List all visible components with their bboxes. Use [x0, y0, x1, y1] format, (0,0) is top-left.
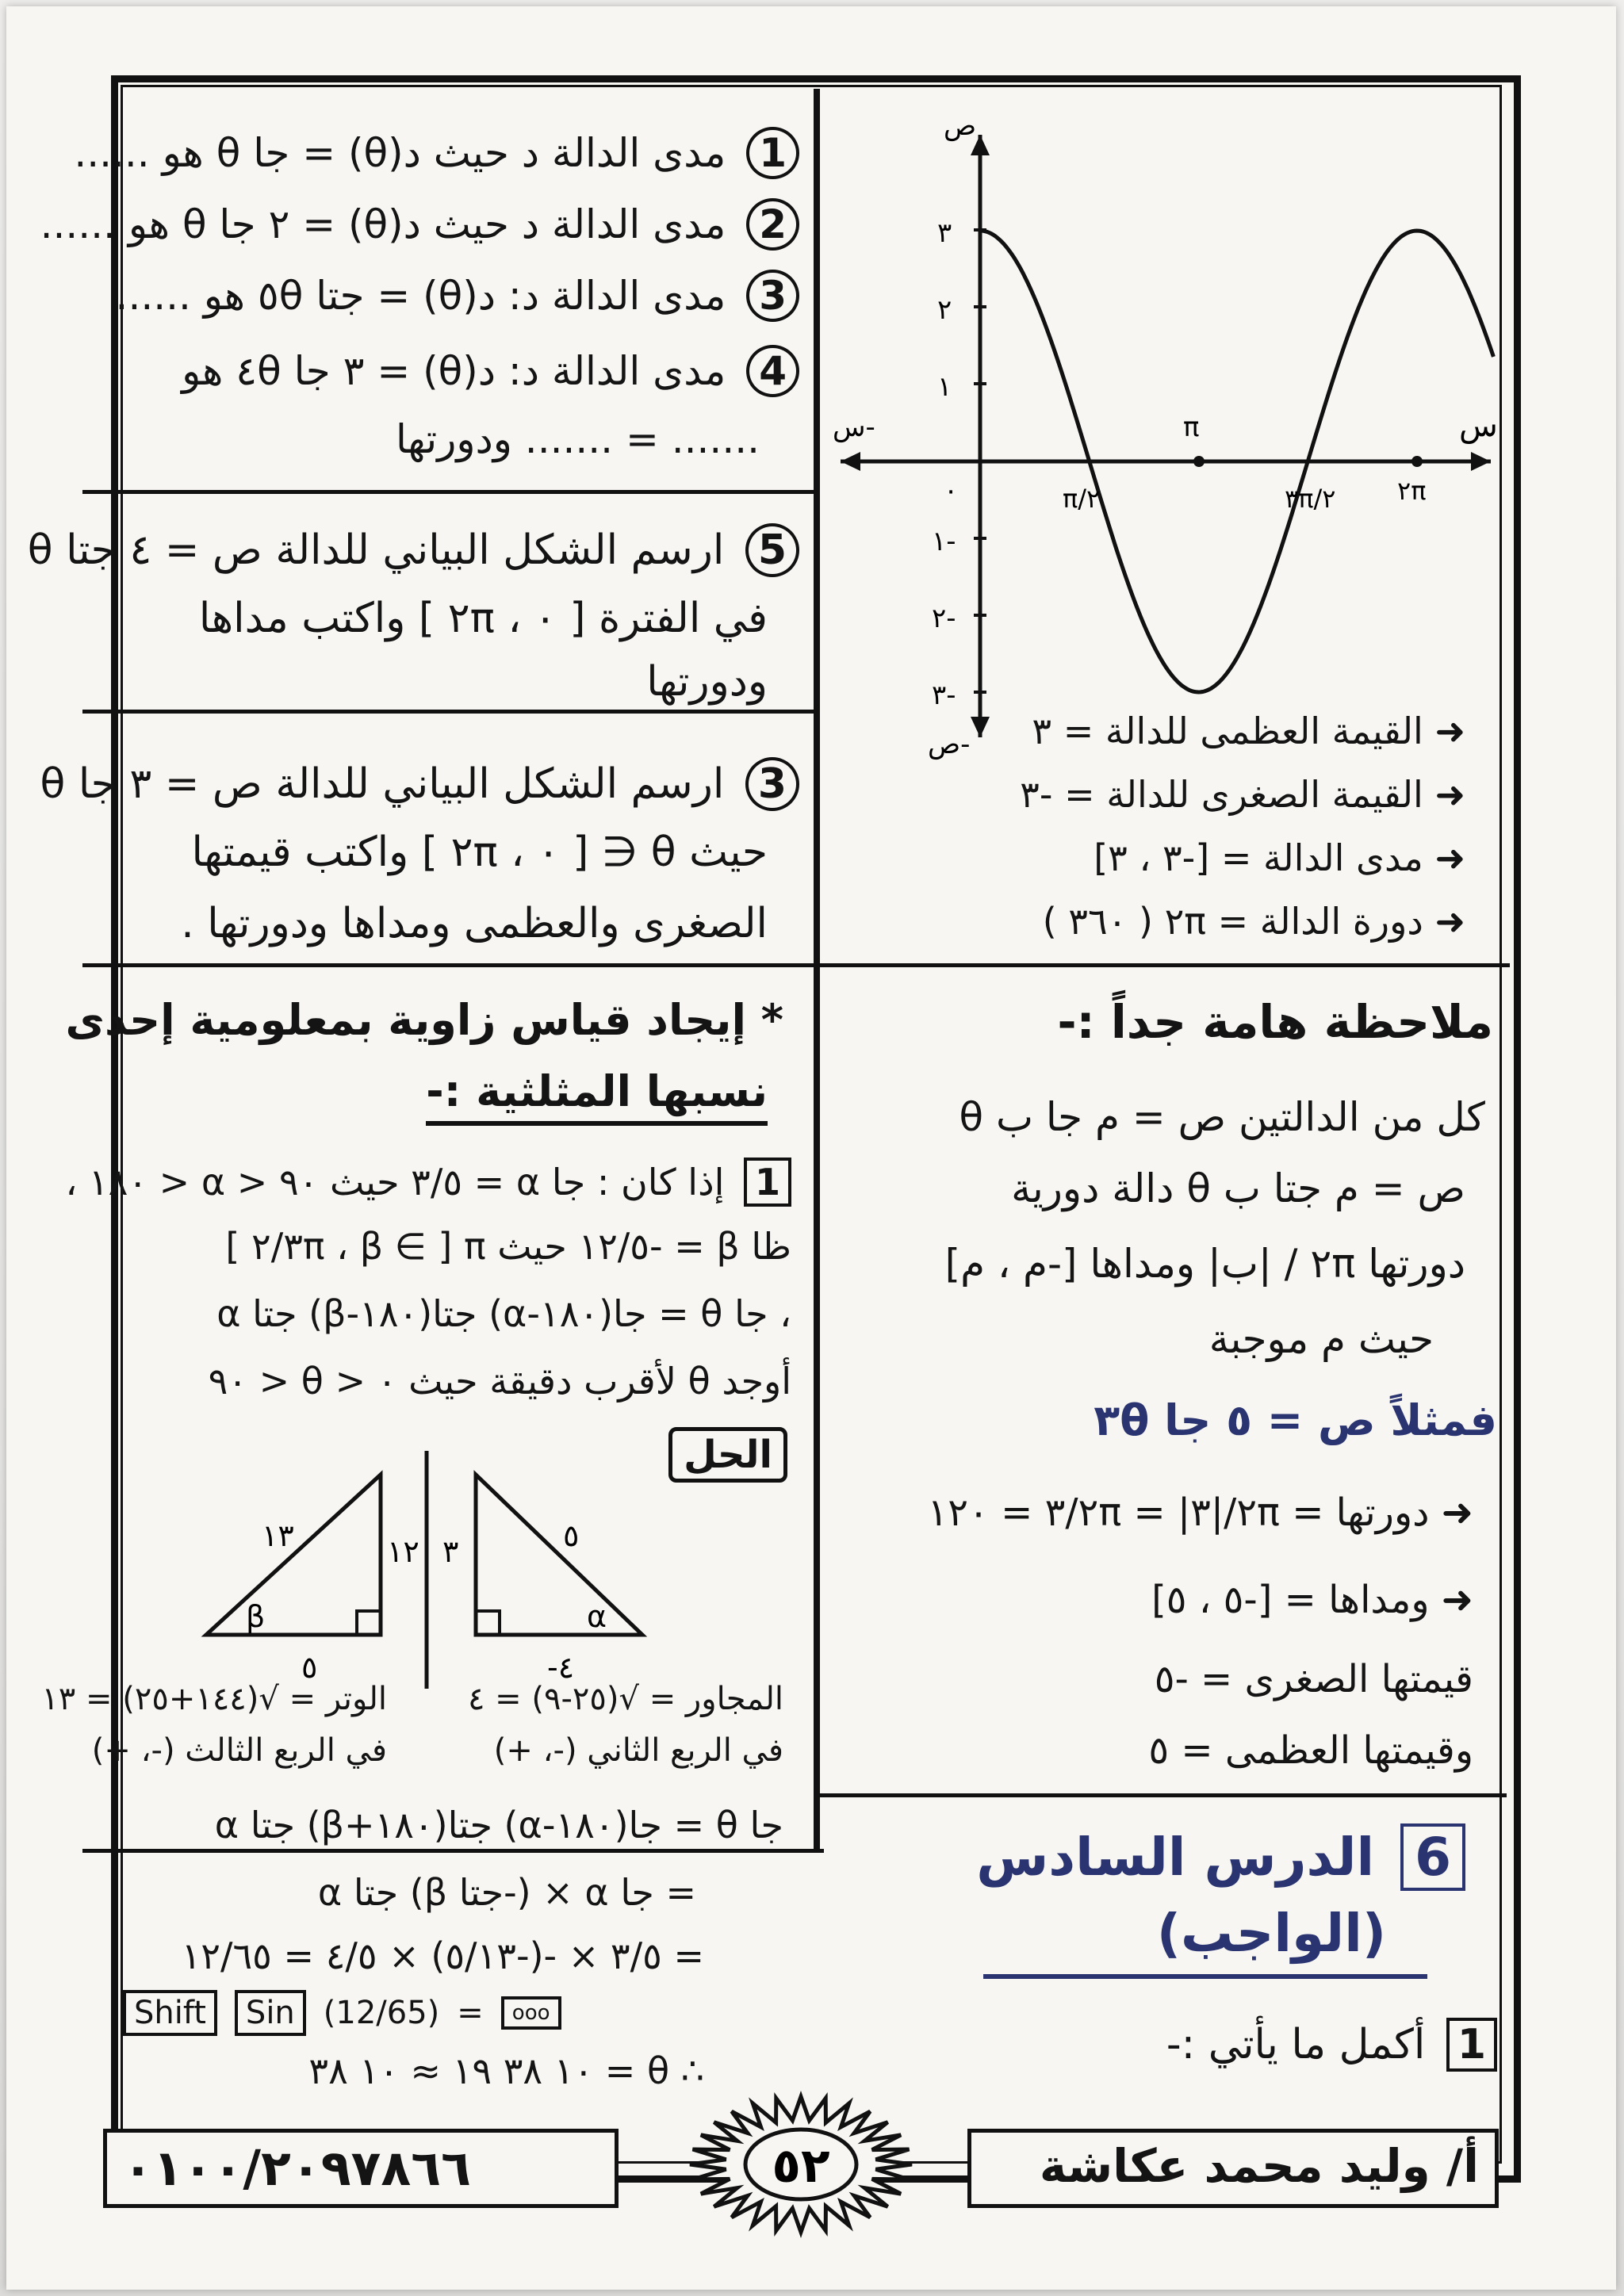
point-pi — [1193, 456, 1205, 467]
result-text: القيمة الصغرى للدالة = -٣ — [1020, 773, 1423, 816]
item-number: 1 — [1446, 2018, 1497, 2072]
footer-phone: ٠١٠٠/٢٠٩٧٨٦٦ — [123, 2139, 471, 2197]
tri-left-angle: β — [246, 1599, 266, 1634]
final-result: ∴ θ = ١٠ ٣٨ ١٩ ≈ ١٠ ٣٨ — [308, 2049, 704, 2092]
question-text: مدى الدالة د: د(θ) = ٣ جا ٤θ هو — [182, 348, 726, 394]
y-tick-label: ١ — [937, 371, 952, 403]
question-3 — [116, 270, 799, 322]
q5-text: ارسم الشكل البياني للدالة ص = ٤ جتا θ — [27, 526, 725, 574]
x-tick-label: π — [1183, 411, 1200, 443]
point-2pi — [1411, 456, 1423, 467]
solution-label: الحل — [668, 1427, 787, 1483]
footer-phone-box — [103, 2129, 619, 2208]
angle-section-title: * إيجاد قياس زاوية بمعلومية إحدى — [65, 995, 783, 1045]
angle-line3: ، جا θ = جا(١٨٠-α) جتا(١٨٠-β) جتا α — [216, 1292, 791, 1335]
page-number-badge — [682, 2085, 920, 2244]
angle-line1 — [65, 1158, 791, 1207]
result-range: ➜ مدى الدالة = [-٣ ، ٣] — [1094, 836, 1465, 879]
result-text: دورة الدالة = ٢π ( ٣٦٠ ) — [1042, 900, 1423, 943]
question-number: 2 — [746, 198, 799, 251]
angle-line2: ظا β = -١٢/٥ حيث β ∈ ] π ، ٣π/٢ ] — [225, 1225, 791, 1268]
tri-left-opp: ١٢ — [387, 1534, 419, 1569]
q3-text: ارسم الشكل البياني للدالة ص = ٣ جا θ — [40, 760, 725, 808]
question-text: مدى الدالة د حيث د(θ) = ٢ جا θ هو ...... — [40, 201, 726, 247]
angle-section-title2: نسبها المثلثية :- — [426, 1066, 768, 1126]
note-ex3: قيمتها الصغرى = -٥ — [1154, 1657, 1473, 1701]
x-neg-label: س- — [833, 411, 875, 443]
footer-author-box — [967, 2129, 1499, 2208]
x-tick-label: ٢π — [1397, 476, 1427, 506]
divider-left-1 — [82, 490, 820, 494]
y-axis-neg-arrow — [971, 717, 990, 737]
column-divider — [814, 89, 820, 1849]
lesson-title — [976, 1823, 1465, 1891]
tri-left-hyp: ١٣ — [262, 1518, 294, 1553]
result-min: ➜ القيمة الصغرى للدالة = -٣ — [1020, 773, 1465, 816]
question-number: 3 — [746, 270, 799, 322]
question-number: 1 — [746, 127, 799, 179]
y-tick-label: ١- — [932, 526, 956, 557]
adjacent-calc: المجاور = √(٢٥-٩) = ٤ — [467, 1681, 783, 1717]
question-text: ....... = ....... ودورتها — [396, 416, 760, 462]
tri-left-adj: ٥ — [301, 1650, 318, 1685]
hypotenuse-quadrant: في الربع الثالث (-، +) — [91, 1732, 387, 1769]
y-tick-label: ٣- — [932, 679, 956, 711]
lesson-subtitle: (الواجب) — [1156, 1903, 1386, 1964]
note-line2: ص = م جتا ب θ دالة دورية — [1011, 1165, 1465, 1211]
question-number: 5 — [745, 523, 799, 577]
lesson-underline — [983, 1974, 1427, 1979]
example-number: 1 — [744, 1158, 791, 1207]
result-period: ➜ دورة الدالة = ٢π ( ٣٦٠ ) — [1042, 900, 1465, 943]
y-axis-label: ص — [944, 110, 977, 142]
triangles-figure — [190, 1451, 666, 1689]
equals-key: = — [457, 1995, 484, 2031]
y-tick-label: ٣ — [937, 217, 952, 249]
x-axis-arrow — [1471, 452, 1491, 471]
solution-step2: = جا α × (-جتا β) جتا α — [317, 1871, 696, 1914]
q3-line1 — [40, 757, 799, 811]
q5-line1 — [28, 523, 799, 577]
tri-right-adj: -٤ — [547, 1650, 575, 1685]
result-max: ➜ القيمة العظمى للدالة = ٣ — [1032, 710, 1465, 752]
fraction-arg: (12/65) — [323, 1995, 440, 2031]
lesson-number: 6 — [1400, 1823, 1465, 1891]
calculator-keys: Shift Sin (12/65) = ooo — [123, 1990, 561, 2036]
divider-left-lower — [82, 1849, 824, 1853]
sin-key: Sin — [235, 1990, 306, 2036]
adjacent-quadrant: في الربع الثاني (-، +) — [493, 1732, 783, 1769]
divider-middle — [82, 963, 1510, 967]
solution-step1: جا θ = جا(١٨٠-α) جتا(١٨٠+β) جتا α — [214, 1804, 783, 1846]
note-line3: دورتها ٢π / |ب| ومداها [-م ، م] — [944, 1241, 1465, 1287]
lesson-title-text: الدرس السادس — [976, 1827, 1375, 1888]
y-neg-label: ص- — [928, 729, 971, 760]
x-axis-neg-arrow — [841, 452, 860, 471]
footer-author: أ/ وليد محمد عكاشة — [1039, 2139, 1479, 2193]
q5-line2: في الفترة [ ٠ ، ٢π ] واكتب مداها — [198, 595, 768, 642]
result-text: مدى الدالة = [-٣ ، ٣] — [1094, 836, 1423, 879]
note-title: ملاحظة هامة جداً :- — [1057, 995, 1493, 1049]
y-tick-label: ٢- — [932, 603, 956, 634]
tri-right-angle: α — [587, 1599, 607, 1634]
x-axis-label: س — [1459, 408, 1498, 444]
page-number: ٥٢ — [772, 2138, 830, 2194]
note-ex-text: ومداها = [-٥ ، ٥] — [1151, 1578, 1430, 1622]
angle-line4: أوجد θ لأقرب دقيقة حيث ٠ < θ < ٩٠ — [208, 1360, 791, 1402]
tri-right-opp: ٣ — [442, 1534, 459, 1569]
question-1 — [74, 127, 799, 179]
note-ex-text: دورتها = ٢π/|٣| = ٢π/٣ = ١٢٠ — [927, 1490, 1430, 1535]
q5-line3: ودورتها — [646, 658, 768, 706]
tri-right-hyp: ٥ — [563, 1518, 580, 1553]
x-tick-label: ٣π/٢ — [1285, 484, 1336, 514]
y-tick-label: ٢ — [937, 294, 952, 326]
q3-line2: حيث θ ∈ [ ٠ ، ٢π ] واكتب قيمتها — [191, 828, 768, 876]
question-text: مدى الدالة د حيث د(θ) = جا θ هو ...... — [74, 130, 726, 176]
right-angle-mark — [476, 1611, 500, 1635]
sine-graph — [825, 103, 1507, 785]
divider-left-2 — [82, 710, 820, 714]
triangle-beta — [206, 1475, 381, 1635]
question-text: مدى الدالة د: د(θ) = جتا ٥θ هو ...... — [115, 273, 726, 319]
solution-step3: = ٣/٥ × -(-٥/١٣) × ٤/٥ = ١٢/٦٥ — [181, 1934, 704, 1977]
right-angle-mark — [357, 1611, 381, 1635]
lesson-item-text: أكمل ما يأتي :- — [1166, 2021, 1426, 2068]
note-example-title: فمثلاً ص = ٥ جا ٣θ — [1094, 1395, 1497, 1445]
question-2 — [40, 198, 799, 251]
question-4-period — [396, 416, 760, 462]
question-number: 4 — [746, 345, 799, 397]
note-line1: كل من الدالتين ص = م جا ب θ — [959, 1094, 1485, 1140]
note-ex2: ➜ ومداها = [-٥ ، ٥] — [1151, 1578, 1473, 1622]
angle-text: إذا كان : جا α = ٣/٥ حيث ٩٠ < α < ١٨٠ ، — [65, 1161, 725, 1203]
note-ex1: ➜ دورتها = ٢π/|٣| = ٢π/٣ = ١٢٠ — [927, 1490, 1473, 1535]
shift-key: Shift — [123, 1990, 217, 2036]
note-ex4: وقيمتها العظمى = ٥ — [1148, 1728, 1473, 1773]
result-text: القيمة العظمى للدالة = ٣ — [1032, 710, 1423, 752]
origin-label: ٠ — [944, 475, 959, 507]
note-line4: حيث م موجبة — [1208, 1316, 1434, 1362]
q3-line3: الصغرى والعظمى ومداها ودورتها . — [181, 900, 768, 947]
lesson-item — [1166, 2018, 1497, 2072]
hypotenuse-calc: الوتر = √(١٤٤+٢٥) = ١٣ — [41, 1681, 387, 1717]
question-number: 3 — [745, 757, 799, 811]
question-4 — [182, 345, 799, 397]
x-tick-label: π/٢ — [1063, 484, 1101, 514]
divider-right-lower — [820, 1793, 1507, 1797]
